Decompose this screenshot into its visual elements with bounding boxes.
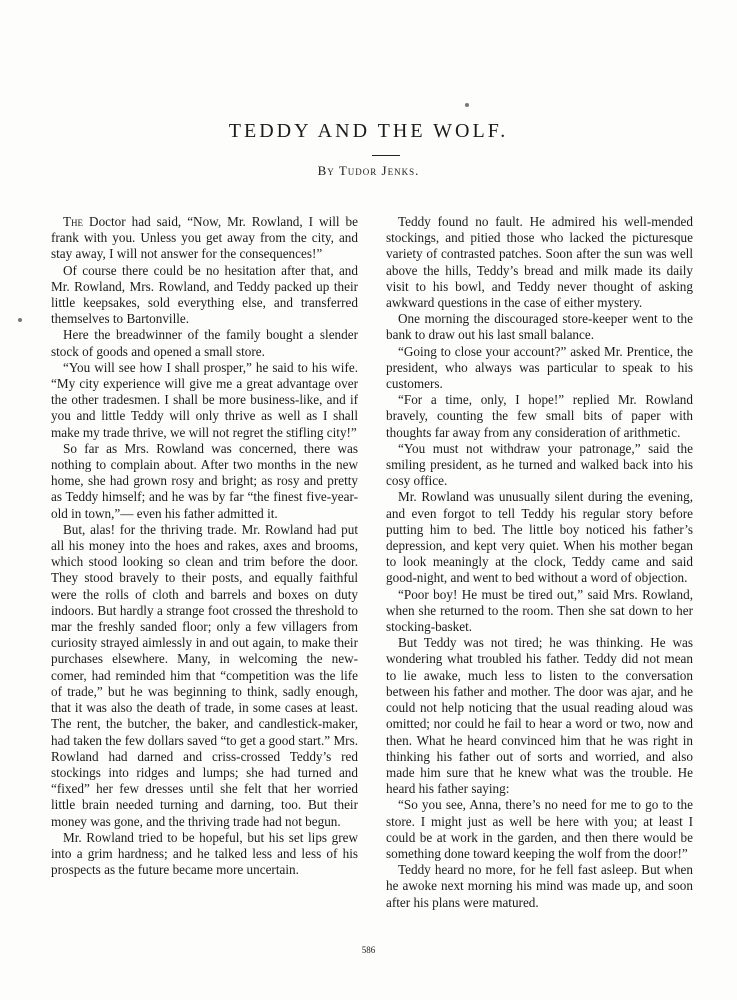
title-rule <box>372 155 400 156</box>
paragraph: “Poor boy! He must be tired out,” said Mrs. Rowland, when she returned to the room. Then she sat down to her stocking-basket. <box>386 586 693 635</box>
paragraph: “You must not withdraw your patronage,” said the smiling president, as he turned and walked back into his cosy office. <box>386 440 693 489</box>
binding-hole <box>18 318 22 322</box>
paragraph: Teddy found no fault. He admired his well-mended stockings, and pitied those who lacked the picturesque variety of contrasted patches. Soon after the sun was well above the hills, Teddy’s bread and milk made its daily visit to his bowl, and Teddy never thought of asking awkward questions in the case of either mystery. <box>386 214 693 311</box>
paragraph: “For a time, only, I hope!” replied Mr. Rowland bravely, counting the few small bits of paper with thoughts far away from any consideration of arithmetic. <box>386 392 693 440</box>
paragraph: So far as Mrs. Rowland was concerned, there was nothing to complain about. After two months in the new home, she had grown rosy and bright; as rosy and pretty as Teddy himself; and he was by far “the finest five-year-old in town,”— even his father admitted it. <box>51 440 358 521</box>
paragraph: Mr. Rowland tried to be hopeful, but his set lips grew into a grim hardness; and he talked less and less of his prospects as the future became more uncertain. <box>51 829 358 878</box>
paragraph: Here the breadwinner of the family bought a slender stock of goods and opened a small store. <box>51 327 358 359</box>
paragraph: “Going to close your account?” asked Mr. Prentice, the president, who always was particular to speak to his customers. <box>386 343 693 392</box>
paragraph-text: Doctor had said, “Now, Mr. Rowland, I will be frank with you. Unless you get away from the city, and stay away, I will not answer for the consequences!” <box>51 214 358 262</box>
ink-speck <box>465 103 469 107</box>
paragraph: “So you see, Anna, there’s no need for me to go to the store. I might just as well be here with you; at least I could be at work in the garden, and then there would be something done toward keeping the wolf from the door!” <box>386 797 693 861</box>
paragraph <box>51 214 358 263</box>
page-number: 586 <box>361 945 376 955</box>
paragraph: Teddy heard no more, for he fell fast asleep. But when he awoke next morning his mind was made up, and soon after his plans were matured. <box>386 862 693 910</box>
paragraph: One morning the discouraged store-keeper went to the bank to draw out his last small balance. <box>386 311 693 343</box>
paragraph: Mr. Rowland was unusually silent during the evening, and even forgot to tell Teddy his regular story before putting him to bed. The little boy noticed his father’s depression, and kept very quiet. When his mother began to look meaningly at the clock, Teddy came and said good-night, and went to bed without a word of objection. <box>386 489 693 586</box>
byline: By Tudor Jenks. <box>317 163 420 178</box>
paragraph: “You will see how I shall prosper,” he said to his wife. “My city experience will give me a great advantage over the other tradesmen. I shall be more business-like, and if you and little Teddy will only thrive as well as I shall make my trade thrive, we will not regret the stifling city!” <box>51 359 358 440</box>
paragraph: Of course there could be no hesitation after that, and Mr. Rowland, Mrs. Rowland, and Teddy packed up their little keepsakes, sold everything else, and transferred themselves to Bartonville. <box>51 262 358 327</box>
paragraph: But, alas! for the thriving trade. Mr. Rowland had put all his money into the hoes and rakes, axes and brooms, which stood looking so clean and trim before the door. They stood bravely to their posts, and equally faithful were the rolls of cloth and barrels and boxes on duty indoors. But hardly a strange foot crossed the threshold to mar the freshly sanded floor; only a few villagers from curiosity strayed aimlessly in and out again, to make their purchases elsewhere. Many, in welcoming the new-comer, had reminded him that “competition was the life of trade,” but he was beginning to think, sadly enough, that it was also the death of trade, in some cases at least. The rent, the butcher, the baker, and candlestick-maker, had taken the few dollars saved “to get a good start.” Mrs. Rowland had darned and criss-crossed Teddy’s red stockings into ridges and lumps; she had turned and “fixed” her few dresses until she felt that her worried little brain needed turning and darning, too. But their money was gone, and the thriving trade had not begun. <box>51 521 358 829</box>
article-title: TEDDY AND THE WOLF. <box>228 120 509 142</box>
paragraph: But Teddy was not tired; he was thinking. He was wondering what troubled his father. Teddy did not mean to lie awake, much less to listen to the conversation between his father and mother. The door was ajar, and he could not help noticing that the usual reading aloud was omitted; nor could he fail to hear a word or two, now and then. What he heard convinced him that he was right in thinking his father out of sorts and worried, and also made him sure that he knew what was the trouble. He heard his father saying: <box>386 635 693 797</box>
lead-words: The <box>63 214 84 229</box>
left-column <box>51 214 358 878</box>
right-column <box>386 214 693 911</box>
